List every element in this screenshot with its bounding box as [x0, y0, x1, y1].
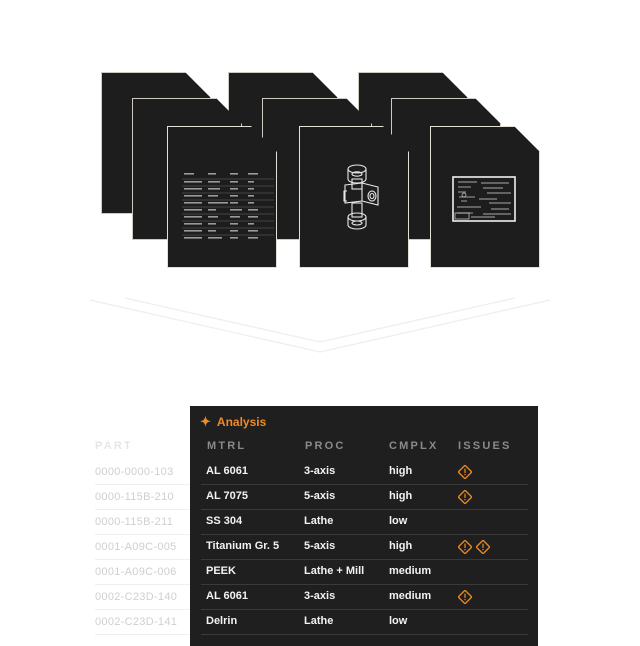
- complexity-cell: high: [389, 490, 413, 502]
- spreadsheet-document: [167, 126, 277, 268]
- table-row[interactable]: [95, 586, 530, 611]
- process-cell: Lathe: [304, 615, 334, 627]
- row-divider: [201, 534, 528, 535]
- analysis-label: [200, 414, 266, 430]
- material-cell: AL 6061: [206, 465, 248, 477]
- column-header-process: PROC: [305, 440, 346, 452]
- row-divider-left: [95, 634, 190, 635]
- complexity-cell: medium: [389, 565, 432, 577]
- analysis-title: Analysis: [216, 415, 267, 429]
- part-number: 0001-A09C-005: [95, 541, 177, 553]
- drawing-document: [430, 126, 540, 268]
- table-row[interactable]: [95, 486, 530, 511]
- process-cell: 5-axis: [304, 540, 336, 552]
- column-header-issues: ISSUES: [458, 440, 512, 452]
- cad-model-document: [299, 126, 409, 268]
- process-cell: 3-axis: [304, 590, 336, 602]
- material-cell: AL 7075: [206, 490, 248, 502]
- row-divider-left: [95, 609, 190, 610]
- row-divider-left: [95, 584, 190, 585]
- row-divider-left: [95, 534, 190, 535]
- complexity-cell: low: [389, 615, 408, 627]
- part-number: 0000-115B-210: [95, 491, 174, 503]
- column-header-material: MTRL: [207, 440, 247, 452]
- chevron-divider-icon: [85, 292, 555, 362]
- warning-icon[interactable]: [458, 465, 472, 479]
- row-divider: [201, 584, 528, 585]
- technical-drawing-icon: [431, 127, 539, 267]
- row-divider: [201, 509, 528, 510]
- material-cell: AL 6061: [206, 590, 248, 602]
- row-divider-left: [95, 484, 190, 485]
- row-divider: [201, 634, 528, 635]
- document-stack: [0, 0, 640, 300]
- complexity-cell: medium: [389, 590, 432, 602]
- complexity-cell: high: [389, 465, 413, 477]
- part-number: 0002-C23D-141: [95, 616, 178, 628]
- warning-icon[interactable]: [458, 590, 472, 604]
- material-cell: SS 304: [206, 515, 243, 527]
- row-divider: [201, 484, 528, 485]
- warning-icon[interactable]: [458, 540, 472, 554]
- part-number: 0000-0000-103: [95, 466, 174, 478]
- row-divider: [201, 609, 528, 610]
- row-divider: [201, 559, 528, 560]
- complexity-cell: high: [389, 540, 413, 552]
- sparkle-icon: ✦: [200, 414, 211, 429]
- material-cell: Titanium Gr. 5: [206, 540, 280, 552]
- row-divider-left: [95, 509, 190, 510]
- spreadsheet-icon: [168, 127, 276, 267]
- table-row[interactable]: [95, 511, 530, 536]
- material-cell: PEEK: [206, 565, 236, 577]
- table-row[interactable]: [95, 461, 530, 486]
- part-number: 0001-A09C-006: [95, 566, 177, 578]
- column-header-complexity: CMPLX: [389, 440, 439, 452]
- warning-icon[interactable]: [458, 490, 472, 504]
- table-row[interactable]: [95, 611, 530, 636]
- complexity-cell: low: [389, 515, 408, 527]
- table-row[interactable]: [95, 561, 530, 586]
- row-divider-left: [95, 559, 190, 560]
- part-number: 0002-C23D-140: [95, 591, 178, 603]
- table-row[interactable]: [95, 536, 530, 561]
- process-cell: Lathe + Mill: [304, 565, 365, 577]
- cad-part-icon: [300, 127, 408, 267]
- process-cell: 5-axis: [304, 490, 336, 502]
- material-cell: Delrin: [206, 615, 238, 627]
- process-cell: Lathe: [304, 515, 334, 527]
- column-header-part: PART: [95, 440, 133, 452]
- part-number: 0000-115B-211: [95, 516, 174, 528]
- warning-icon[interactable]: [476, 540, 490, 554]
- process-cell: 3-axis: [304, 465, 336, 477]
